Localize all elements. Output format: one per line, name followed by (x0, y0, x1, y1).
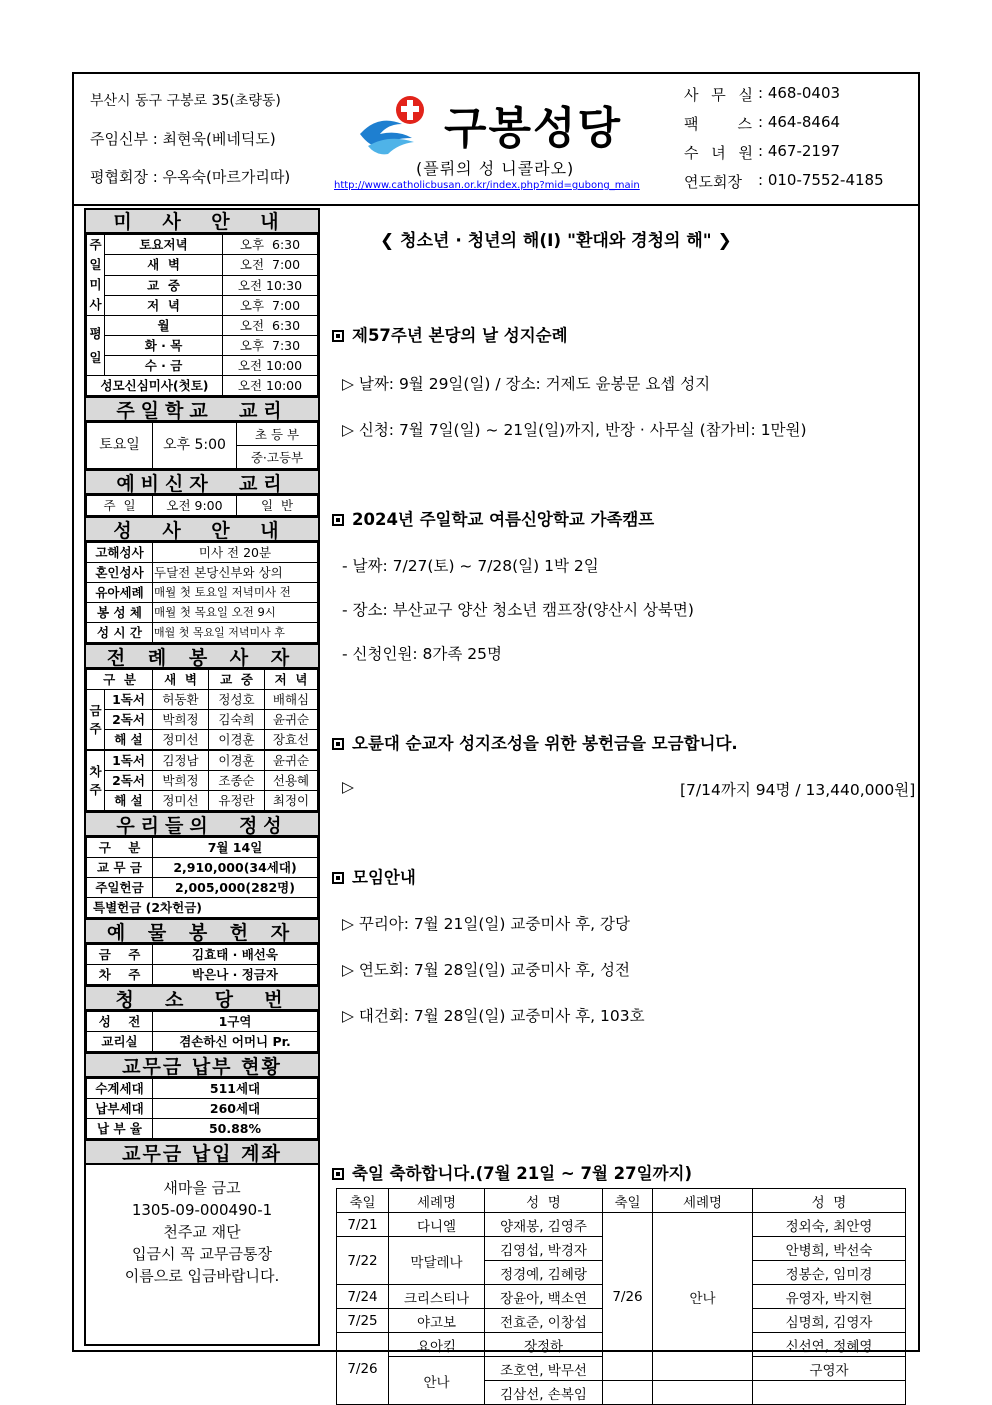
pilgrimage-date: ▷ 날짜: 9월 29일(일) / 장소: 거제도 윤봉문 요셉 성지 (342, 375, 711, 393)
bullet-box-icon (332, 330, 344, 342)
council-president: 평협회장 : 우옥숙(마르가리따) (90, 168, 291, 186)
cleaning-table: 성 전 1구역 교리실 겸손하신 어머니 Pr. (86, 1011, 318, 1052)
fund-total: [7/14까지 94명 / 13,440,000원] (680, 781, 916, 799)
bullet-box-icon (332, 872, 344, 884)
sacrament-table: 고해성사 미사 전 20분 혼인성사 두달전 본당신부와 상의 유아세례 매월 첫 토요일 저녁미사 전 봉 성 체 매월 첫 목요일 오전 9시 성 시 간 매월 첫 목요일 저녁미사 후 (86, 542, 318, 643)
fund-bullet: ▷ (342, 778, 354, 796)
offering-table: 구 분 7월 14일 교 무 금 2,910,000(34세대) 주일헌금 2,005,000(282명) 특별헌금 (2차헌금) (86, 837, 318, 918)
meeting-curia: ▷ 꾸리아: 7월 21일(일) 교중미사 후, 강당 (342, 915, 630, 933)
section-heading-feast: 축일 축하합니다.(7월 21일 ~ 7월 27일까지) (332, 1160, 692, 1184)
mass-table: 주일미사 토요저녁 오후 6:30 새 벽 오전 7:00 교 중 오전 10:30 저 녁 오후 7:00 평일 월 오전 6:30 화 · 목 오후 7:30 수 · 금 오전 10:00 성모신심미사(첫토) 오전 10:00 (86, 234, 318, 396)
pastor: 주임신부 : 최현욱(베네딕도) (90, 130, 276, 148)
weekday-mass-label: 평일 (87, 316, 105, 376)
bullet-box-icon (332, 738, 344, 750)
contact-office: 사 무 실 : 468-0403 (684, 84, 841, 104)
dues-title: 교무금 납부 현황 (86, 1052, 318, 1078)
sacrament-title: 성 사 안 내 (86, 516, 318, 542)
meeting-yeondo: ▷ 연도회: 7월 28일(일) 교중미사 후, 성전 (342, 961, 630, 979)
mass-title: 미 사 안 내 (86, 210, 318, 234)
address: 부산시 동구 구봉로 35(초량동) (90, 93, 281, 109)
camp-date: - 날짜: 7/27(토) ~ 7/28(일) 1박 2일 (342, 557, 599, 575)
donor-table: 금 주 김효태 · 배선욱 차 주 박은나 · 정금자 (86, 944, 318, 985)
section-heading-camp: 2024년 주일학교 여름신앙학교 가족캠프 (332, 506, 654, 530)
meeting-daegeon: ▷ 대건회: 7월 28일(일) 교중미사 후, 103호 (342, 1007, 645, 1025)
church-patron: (플뤼의 성 니콜라오) (416, 159, 575, 178)
contacts (684, 84, 914, 200)
section-heading-pilgrimage: 제57주년 본당의 날 성지순례 (332, 322, 568, 346)
church-logo (334, 92, 678, 192)
sunday-mass-label: 주일미사 (87, 235, 105, 316)
dues-table: 수계세대 511세대 납부세대 260세대 납 부 율 50.88% (86, 1078, 318, 1139)
offering-title: 우리들의 정성 (86, 811, 318, 837)
feast-table: 축일 세례명 성 명 축일 세례명 성 명 7/21 다니엘 양재봉, 김영주 7/26 안나 정외숙, 최안영 7/22 막달레나 김영섭, 박경자 안병희, 박선숙 정경예, 김혜랑 정봉순, 임미경 7/24 크리스티나 장윤아, 백소연 유영자, 박지현 7/25 야고보 전효준, 이창섭 심명희, 김영자 7/26 요아킴 장정하 신선연, 정혜영 안나 조호연, 박무선 구영자 김삼선, 손복임 (336, 1188, 906, 1405)
account-title: 교무금 납입 계좌 (86, 1139, 318, 1165)
sunday-school-title: 주일학교 교리 (86, 396, 318, 422)
donor-title: 예 물 봉 헌 자 (86, 918, 318, 944)
header (74, 74, 918, 206)
contact-convent: 수 녀 원 : 467-2197 (684, 142, 841, 162)
sidebar (84, 208, 320, 1346)
year-theme: ❮ 청소년 · 청년의 해(Ⅰ) "환대와 경청의 해" ❯ (380, 231, 732, 251)
catechumen-title: 예비신자 교리 (86, 469, 318, 495)
sunday-school-table: 토요일 오후 5:00 초 등 부 중·고등부 (86, 422, 318, 469)
website-link[interactable]: http://www.catholicbusan.or.kr/index.php?mid=gubong_main (334, 180, 640, 191)
church-name: 구봉성당 (444, 103, 623, 154)
bulletin-frame (72, 72, 920, 1403)
section-heading-fund: 오륜대 순교자 성지조성을 위한 봉헌금을 모금합니다. (332, 730, 738, 754)
bullet-box-icon (332, 514, 344, 526)
servers-title: 전 례 봉 사 자 (86, 643, 318, 669)
bullet-box-icon (332, 1168, 344, 1180)
cleaning-title: 청 소 당 번 (86, 985, 318, 1011)
section-heading-meetings: 모임안내 (332, 864, 416, 888)
bank-account: 새마을 금고 1305-09-000490-1 천주교 재단 입금시 꼭 교무금통장 이름으로 입금바랍니다. (124, 1179, 280, 1285)
contact-yeondo: 연도회장 : 010-7552-4185 (684, 171, 884, 191)
camp-count: - 신청인원: 8가족 25명 (342, 645, 502, 663)
camp-place: - 장소: 부산교구 양산 청소년 캠프장(양산시 상북면) (342, 601, 694, 619)
contact-fax: 팩 스 : 464-8464 (684, 113, 841, 133)
catechumen-table: 주 일 오전 9:00 일 반 (86, 495, 318, 516)
pilgrimage-apply: ▷ 신청: 7월 7일(일) ~ 21일(일)까지, 반장 · 사무실 (참가비: 1만원) (342, 421, 807, 439)
servers-table: 구 분 새 벽 교 중 저 녁 금주 1독서 허동환 정성호 배해심 2독서 박희정 김숙희 윤귀순 해 설 정미선 이경훈 장효선 차주 1독서 김정남 이경훈 윤귀순 2독서 박희정 조종순 선용혜 해 설 정미선 유정란 최정이 (86, 669, 318, 811)
parish-emblem-icon (358, 94, 438, 158)
